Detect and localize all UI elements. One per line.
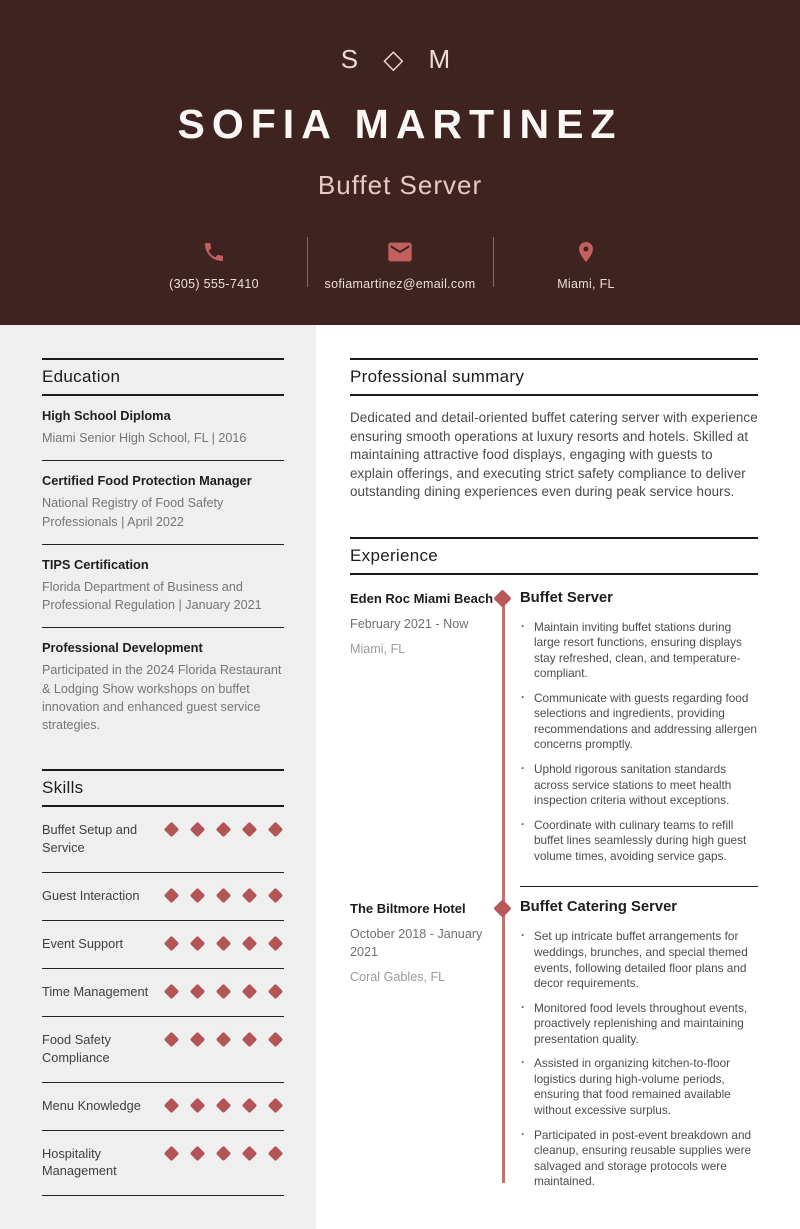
skill-diamond-icon xyxy=(164,1145,180,1161)
skill-rating xyxy=(166,887,284,901)
resume-body xyxy=(0,325,800,1229)
job-meta xyxy=(350,886,500,1198)
skills-section xyxy=(42,769,284,1196)
skill-row xyxy=(42,1131,284,1197)
experience-timeline xyxy=(350,590,758,1199)
job-bullet: · Participated in post-event breakdown and cleanup, ensuring reusable supplies were salvaged and storage protocols were maintained. xyxy=(520,1128,758,1190)
skill-diamond-icon xyxy=(216,984,232,1000)
skill-diamond-icon xyxy=(268,1097,284,1113)
skill-diamond-icon xyxy=(190,888,206,904)
skill-name: Food Safety Compliance xyxy=(42,1031,112,1065)
contact-row xyxy=(122,235,679,291)
phone-icon xyxy=(202,235,226,269)
contact-phone xyxy=(122,235,307,291)
job-bullet: · Set up intricate buffet arrangements for weddings, brunches, and special themed events, following detailed floor plans and decor requirements. xyxy=(520,929,758,991)
skill-diamond-icon xyxy=(242,822,258,838)
job-role: Buffet Server xyxy=(520,589,613,606)
candidate-name: SOFIA MARTINEZ xyxy=(177,101,623,147)
skill-row xyxy=(42,921,284,969)
skill-rating xyxy=(166,1031,284,1045)
job-bullet: · Communicate with guests regarding food selections and ingredients, providing recommendations and addressing allergen concerns promptly. xyxy=(520,691,758,753)
skill-diamond-icon xyxy=(164,1097,180,1113)
summary-text: Dedicated and detail-oriented buffet catering server with experience ensuring smooth operations at luxury resorts and hotels. Skilled at maintaining attractive food displays, engaging with guests to explain offerings, and executing strict safety compliance to deliver outstanding dining experiences even during peak service hours. xyxy=(350,410,758,499)
skill-diamond-icon xyxy=(242,1032,258,1048)
job-dates: February 2021 - Now xyxy=(350,617,469,632)
job-entry xyxy=(350,590,758,874)
skill-diamond-icon xyxy=(190,822,206,838)
skill-rating xyxy=(166,1145,284,1159)
education-item xyxy=(42,545,284,629)
education-title: Education xyxy=(42,358,284,396)
skill-diamond-icon xyxy=(190,1032,206,1048)
skill-diamond-icon xyxy=(164,822,180,838)
skill-rating xyxy=(166,983,284,997)
education-details: Miami Senior High School, FL | 2016 xyxy=(42,431,247,445)
education-degree: Professional Development xyxy=(42,640,203,656)
skill-diamond-icon xyxy=(164,888,180,904)
skill-row xyxy=(42,873,284,921)
skill-diamond-icon xyxy=(216,888,232,904)
skill-rating xyxy=(166,1097,284,1111)
summary-title: Professional summary xyxy=(350,358,758,396)
skill-diamond-icon xyxy=(216,1145,232,1161)
skill-row xyxy=(42,1083,284,1131)
skill-diamond-icon xyxy=(268,888,284,904)
skill-rating xyxy=(166,935,284,949)
skill-row xyxy=(42,969,284,1017)
monogram: S ◇ M xyxy=(340,44,460,74)
education-item xyxy=(42,396,284,461)
job-meta xyxy=(350,590,500,874)
job-company: The Biltmore Hotel xyxy=(350,900,466,916)
contact-location xyxy=(494,235,679,291)
skill-name: Menu Knowledge xyxy=(42,1097,141,1113)
skill-name: Event Support xyxy=(42,935,124,951)
education-details: National Registry of Food Safety Professionals | April 2022 xyxy=(42,496,224,529)
skill-name: Time Management xyxy=(42,983,149,999)
skill-diamond-icon xyxy=(216,822,232,838)
education-degree: High School Diploma xyxy=(42,408,171,423)
skill-name: Buffet Setup and Service xyxy=(42,822,138,856)
job-entry xyxy=(350,886,758,1198)
education-degree: TIPS Certification xyxy=(42,556,149,572)
job-bullet: · Monitored food levels throughout events, proactively replenishing and maintaining presentation quality. xyxy=(520,1001,758,1048)
job-company: Eden Roc Miami Beach xyxy=(350,590,494,606)
skill-diamond-icon xyxy=(216,1032,232,1048)
skill-name: Hospitality Management xyxy=(42,1145,117,1179)
education-section xyxy=(42,358,284,747)
skill-diamond-icon xyxy=(268,822,284,838)
skills-list xyxy=(42,807,284,1196)
skill-diamond-icon xyxy=(242,1145,258,1161)
job-bullet: · Maintain inviting buffet stations during large resort functions, ensuring displays stay refreshed, clean, and temperature-compliant. xyxy=(520,620,758,682)
education-list xyxy=(42,396,284,747)
skill-diamond-icon xyxy=(242,1097,258,1113)
skill-diamond-icon xyxy=(190,1097,206,1113)
summary-section xyxy=(350,358,758,502)
skill-name: Guest Interaction xyxy=(42,888,140,904)
skill-diamond-icon xyxy=(164,984,180,1000)
education-details: Participated in the 2024 Florida Restaurant & Lodging Show workshops on buffet innovation and enhanced guest service strategies. xyxy=(42,663,282,732)
skill-diamond-icon xyxy=(268,1145,284,1161)
contact-email xyxy=(308,235,493,291)
location-text: Miami, FL xyxy=(557,277,615,291)
skill-rating xyxy=(166,821,284,835)
skill-diamond-icon xyxy=(216,1097,232,1113)
main-column xyxy=(316,325,800,1229)
skill-diamond-icon xyxy=(164,1032,180,1048)
skills-title: Skills xyxy=(42,769,284,807)
experience-section xyxy=(350,537,758,1199)
candidate-title: Buffet Server xyxy=(317,170,483,200)
location-icon xyxy=(574,235,598,269)
skill-diamond-icon xyxy=(268,1032,284,1048)
job-role: Buffet Catering Server xyxy=(520,899,678,916)
skill-diamond-icon xyxy=(190,1145,206,1161)
phone-number: (305) 555-7410 xyxy=(169,277,259,291)
email-address: sofiamartinez@email.com xyxy=(324,277,476,291)
education-details: Florida Department of Business and Professional Regulation | January 2021 xyxy=(42,579,262,612)
skill-diamond-icon xyxy=(242,936,258,952)
skill-row xyxy=(42,1017,284,1083)
education-item xyxy=(42,628,284,747)
skill-diamond-icon xyxy=(268,984,284,1000)
job-dates: October 2018 - January 2021 xyxy=(350,927,483,960)
education-degree: Certified Food Protection Manager xyxy=(42,473,252,489)
job-location: Miami, FL xyxy=(350,641,406,656)
email-icon xyxy=(386,235,414,269)
skill-diamond-icon xyxy=(268,936,284,952)
job-content xyxy=(520,590,758,874)
job-bullets xyxy=(520,929,758,1189)
skill-diamond-icon xyxy=(216,936,232,952)
job-location: Coral Gables, FL xyxy=(350,969,446,984)
skill-diamond-icon xyxy=(242,984,258,1000)
job-bullet: · Coordinate with culinary teams to refill buffet lines seamlessly during high guest volume times, avoiding service gaps. xyxy=(520,818,758,865)
skill-diamond-icon xyxy=(190,984,206,1000)
skill-row xyxy=(42,807,284,873)
job-bullet: · Uphold rigorous sanitation standards across service stations to meet health inspection criteria without exceptions. xyxy=(520,762,758,809)
education-item xyxy=(42,461,284,545)
experience-title: Experience xyxy=(350,537,758,575)
resume-header xyxy=(0,0,800,325)
skill-diamond-icon xyxy=(164,936,180,952)
job-content xyxy=(520,886,758,1198)
job-bullets xyxy=(520,620,758,865)
skill-diamond-icon xyxy=(242,888,258,904)
job-bullet: · Assisted in organizing kitchen-to-floor logistics during high-volume periods, ensuring that food remained available without excessive surplus. xyxy=(520,1056,758,1118)
sidebar xyxy=(0,325,316,1229)
skill-diamond-icon xyxy=(190,936,206,952)
